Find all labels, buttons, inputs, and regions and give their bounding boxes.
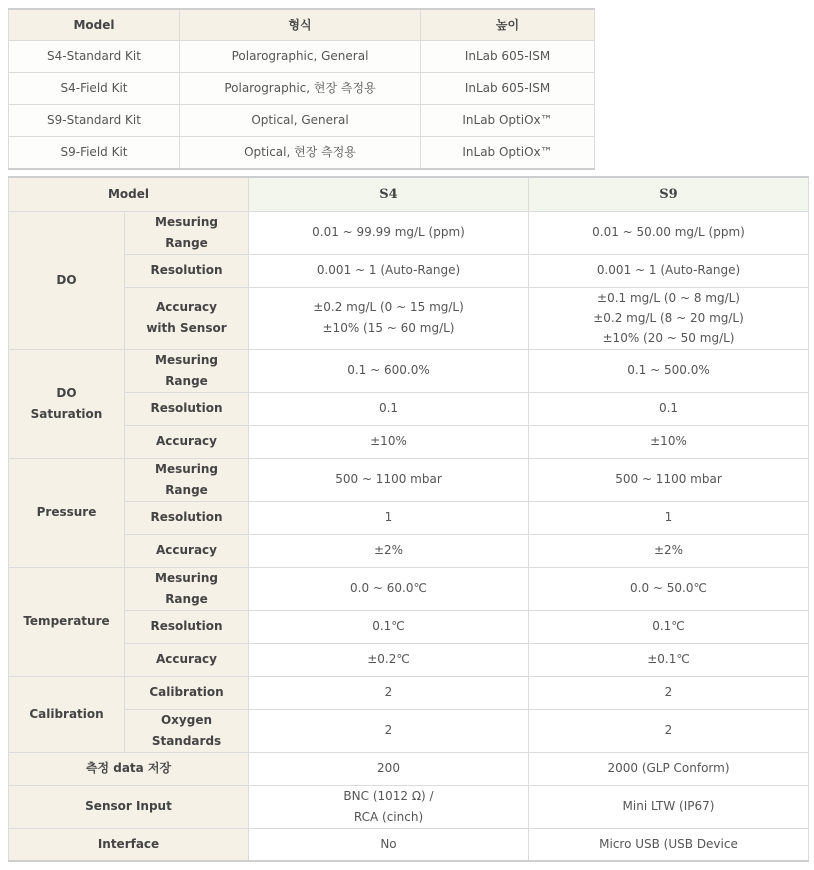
spec-col-s4: S4 bbox=[249, 177, 529, 211]
table-row bbox=[9, 752, 809, 785]
kit-type: Polarographic, General bbox=[180, 41, 421, 73]
table-row bbox=[9, 676, 809, 709]
kit-type: Optical, General bbox=[180, 105, 421, 137]
value-s9: 0.1 bbox=[529, 392, 809, 425]
param-label: Accuracy bbox=[125, 534, 249, 567]
value-s9: 2000 (GLP Conform) bbox=[529, 752, 809, 785]
param-label: Mesuring Range bbox=[125, 349, 249, 392]
kit-header-row bbox=[9, 9, 595, 41]
param-label: Accuracy bbox=[125, 643, 249, 676]
group-label-saturation: DO Saturation bbox=[9, 349, 125, 458]
group-label-calibration: Calibration bbox=[9, 676, 125, 752]
param-label: Accuracy with Sensor bbox=[125, 287, 249, 349]
storage-label: 측정 data 저장 bbox=[9, 752, 249, 785]
table-row bbox=[9, 501, 809, 534]
kit-sensor: InLab 605-ISM bbox=[421, 73, 595, 105]
value-s4: ±10% bbox=[249, 425, 529, 458]
value-s4: 0.1 ~ 600.0% bbox=[249, 349, 529, 392]
table-row bbox=[9, 709, 809, 752]
table-row bbox=[9, 534, 809, 567]
value-s9: 500 ~ 1100 mbar bbox=[529, 458, 809, 501]
value-s4: No bbox=[249, 828, 529, 861]
table-row bbox=[9, 73, 595, 105]
table-row bbox=[9, 643, 809, 676]
value-s4: 2 bbox=[249, 676, 529, 709]
table-row bbox=[9, 425, 809, 458]
param-label: Accuracy bbox=[125, 425, 249, 458]
kit-model: S9-Field Kit bbox=[9, 137, 180, 170]
kit-type: Optical, 현장 측정용 bbox=[180, 137, 421, 170]
spec-col-s9: S9 bbox=[529, 177, 809, 211]
value-s4: 0.1℃ bbox=[249, 610, 529, 643]
value-s9: 0.01 ~ 50.00 mg/L (ppm) bbox=[529, 211, 809, 254]
value-s4: 0.0 ~ 60.0℃ bbox=[249, 567, 529, 610]
value-s4: 2 bbox=[249, 709, 529, 752]
table-row bbox=[9, 211, 809, 254]
table-row bbox=[9, 828, 809, 861]
value-s9: 0.1℃ bbox=[529, 610, 809, 643]
group-label-pressure: Pressure bbox=[9, 458, 125, 567]
value-s9: 2 bbox=[529, 676, 809, 709]
value-s4: ±2% bbox=[249, 534, 529, 567]
param-label: Mesuring Range bbox=[125, 458, 249, 501]
kit-col-model: Model bbox=[9, 9, 180, 41]
param-label: Resolution bbox=[125, 392, 249, 425]
value-s9: 2 bbox=[529, 709, 809, 752]
value-s9: ±0.1 mg/L (0 ~ 8 mg/L) ±0.2 mg/L (8 ~ 20 mg/L) ±10% (20 ~ 50 mg/L) bbox=[529, 287, 809, 349]
value-s4: 1 bbox=[249, 501, 529, 534]
sensor-input-label: Sensor Input bbox=[9, 785, 249, 828]
param-label: Resolution bbox=[125, 501, 249, 534]
param-label: Resolution bbox=[125, 610, 249, 643]
param-label: Oxygen Standards bbox=[125, 709, 249, 752]
table-row bbox=[9, 610, 809, 643]
table-row bbox=[9, 567, 809, 610]
interface-label: Interface bbox=[9, 828, 249, 861]
value-s9: ±0.1℃ bbox=[529, 643, 809, 676]
table-row bbox=[9, 785, 809, 828]
kit-col-height: 높이 bbox=[421, 9, 595, 41]
value-s9: 0.001 ~ 1 (Auto-Range) bbox=[529, 254, 809, 287]
spec-table bbox=[8, 176, 809, 862]
param-label: Mesuring Range bbox=[125, 211, 249, 254]
table-row bbox=[9, 137, 595, 170]
kit-sensor: InLab OptiOx™ bbox=[421, 137, 595, 170]
table-row bbox=[9, 287, 809, 349]
kit-col-type: 형식 bbox=[180, 9, 421, 41]
value-s4: 0.001 ~ 1 (Auto-Range) bbox=[249, 254, 529, 287]
value-s9: 0.0 ~ 50.0℃ bbox=[529, 567, 809, 610]
table-row bbox=[9, 458, 809, 501]
group-label-temperature: Temperature bbox=[9, 567, 125, 676]
value-s9: 1 bbox=[529, 501, 809, 534]
value-s9: 0.1 ~ 500.0% bbox=[529, 349, 809, 392]
value-s4: 0.01 ~ 99.99 mg/L (ppm) bbox=[249, 211, 529, 254]
kit-model: S9-Standard Kit bbox=[9, 105, 180, 137]
value-s4: ±0.2 mg/L (0 ~ 15 mg/L) ±10% (15 ~ 60 mg/L) bbox=[249, 287, 529, 349]
kit-model: S4-Field Kit bbox=[9, 73, 180, 105]
table-row bbox=[9, 105, 595, 137]
param-label: Mesuring Range bbox=[125, 567, 249, 610]
spec-col-model: Model bbox=[9, 177, 249, 211]
param-label: Resolution bbox=[125, 254, 249, 287]
kit-sensor: InLab 605-ISM bbox=[421, 41, 595, 73]
value-s9: Mini LTW (IP67) bbox=[529, 785, 809, 828]
group-label-do: DO bbox=[9, 211, 125, 349]
value-s9: ±10% bbox=[529, 425, 809, 458]
kit-table bbox=[8, 8, 595, 170]
table-row bbox=[9, 254, 809, 287]
value-s4: 0.1 bbox=[249, 392, 529, 425]
kit-type: Polarographic, 현장 측정용 bbox=[180, 73, 421, 105]
param-label: Calibration bbox=[125, 676, 249, 709]
table-row bbox=[9, 349, 809, 392]
kit-model: S4-Standard Kit bbox=[9, 41, 180, 73]
kit-sensor: InLab OptiOx™ bbox=[421, 105, 595, 137]
table-row bbox=[9, 41, 595, 73]
value-s4: 500 ~ 1100 mbar bbox=[249, 458, 529, 501]
value-s4: ±0.2℃ bbox=[249, 643, 529, 676]
table-row bbox=[9, 392, 809, 425]
spec-header-row bbox=[9, 177, 809, 211]
value-s4: 200 bbox=[249, 752, 529, 785]
value-s4: BNC (1012 Ω) / RCA (cinch) bbox=[249, 785, 529, 828]
value-s9: Micro USB (USB Device bbox=[529, 828, 809, 861]
value-s9: ±2% bbox=[529, 534, 809, 567]
